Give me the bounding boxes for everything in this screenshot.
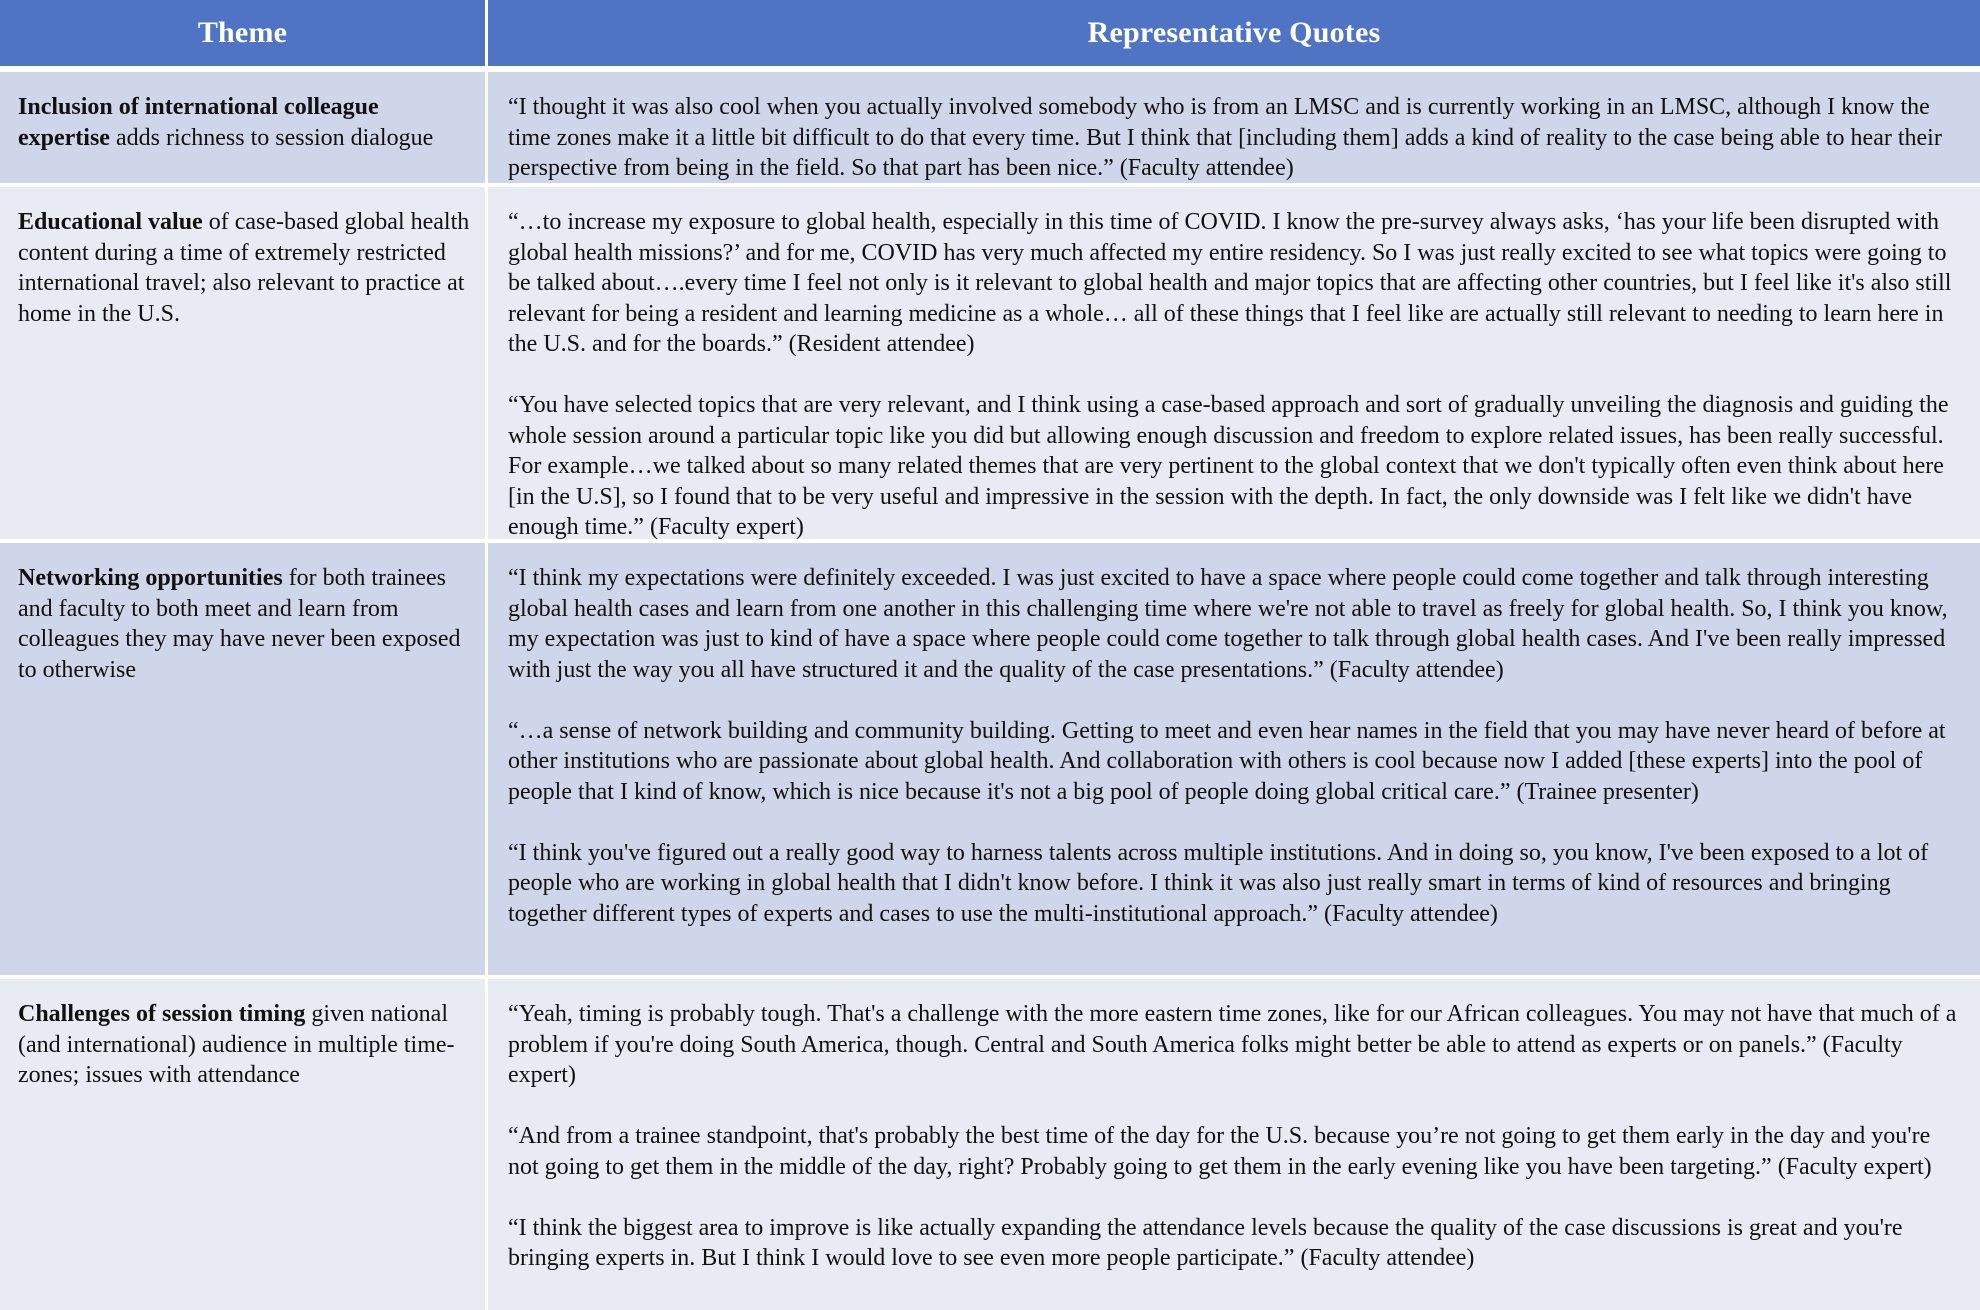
- quote: “…a sense of network building and community building. Getting to meet and even hear names in the field that you may have never heard of before at other institutions who are passionate about global health. And collaboration with others is cool because now I added [these experts] into the pool of people that I kind of know, which is nice because it's not a big pool of people doing global critical care.” (Trainee presenter): [508, 717, 1946, 805]
- quotes-cell: [488, 979, 1980, 1310]
- quote: “I think the biggest area to improve is like actually expanding the attendance levels because the quality of the case discussions is great and you're bringing experts in. But I think I would love to see even more people participate.” (Faculty attendee): [508, 1214, 1903, 1271]
- quotes-cell: [488, 187, 1980, 543]
- theme-description: for both trainees and faculty to both meet and learn from colleagues they may have never been exposed to otherwise: [18, 565, 461, 683]
- theme-title: Networking opportunities: [18, 565, 283, 591]
- theme-title: Challenges of session timing: [18, 1001, 306, 1027]
- theme-title: Inclusion of international colleague expertise: [18, 94, 379, 151]
- quote: “…to increase my exposure to global health, especially in this time of COVID. I know the pre-survey always asks, ‘has your life been disrupted with global health missions?’ and for me, COVID has very much affected my entire residency. So I was just really excited to see what topics were going to be talked about….every time I feel not only is it relevant to global health and major topics that are affecting other countries, but I feel like it's also still relevant for being a resident and learning medicine as a whole… all of these things that I feel like are actually still relevant to needing to learn here in the U.S. and for the boards.” (Resident attendee): [508, 209, 1952, 357]
- theme-cell: [0, 543, 488, 979]
- theme-cell: [0, 72, 488, 187]
- theme-title: Educational value: [18, 209, 203, 235]
- quote: “And from a trainee standpoint, that's probably the best time of the day for the U.S. because you’re not going to get them early in the day and you're not going to get them in the middle of the day, right? Probably going to get them in the early evening like you have been targeting.” (Faculty expert): [508, 1123, 1932, 1180]
- header-representative-quotes: Representative Quotes: [488, 0, 1980, 72]
- quote: “You have selected topics that are very relevant, and I think using a case-based approach and sort of gradually unveiling the diagnosis and guiding the whole session around a particular topic like you did but allowing enough discussion and freedom to explore related issues, has been really successful. For example…we talked about so many related themes that are very pertinent to the global context that we don't typically often even think about here [in the U.S], so I found that to be very useful and impressive in the session with the depth. In fact, the only downside was I felt like we didn't have enough time.” (Faculty expert): [508, 392, 1949, 540]
- quote: “I thought it was also cool when you actually involved somebody who is from an LMSC and is currently working in an LMSC, although I know the time zones make it a little bit difficult to do that every time. But I think that [including them] adds a kind of reality to the case being able to hear their perspective from being in the field. So that part has been nice.” (Faculty attendee): [508, 94, 1942, 181]
- quote: “I think my expectations were definitely exceeded. I was just excited to have a space where people could come together and talk through interesting global health cases and learn from one another in this challenging time where we're not able to travel as freely for global health. So, I think you know, my expectation was just to kind of have a space where people could come together to talk through global health cases. And I've been really impressed with just the way you all have structured it and the quality of the case presentations.” (Faculty attendee): [508, 565, 1948, 683]
- theme-description: given national (and international) audience in multiple time-zones; issues with attendance: [18, 1001, 455, 1088]
- theme-description: of case-based global health content during a time of extremely restricted international travel; also relevant to practice at home in the U.S.: [18, 209, 470, 327]
- quotes-cell: [488, 72, 1980, 187]
- theme-cell: [0, 979, 488, 1310]
- theme-cell: [0, 187, 488, 543]
- quote: “Yeah, timing is probably tough. That's a challenge with the more eastern time zones, like for our African colleagues. You may not have that much of a problem if you're doing South America, though. Central and South America folks might better be able to attend as experts or on panels.” (Faculty expert): [508, 1001, 1957, 1088]
- quotes-cell: [488, 543, 1980, 979]
- theme-description: adds richness to session dialogue: [109, 124, 434, 151]
- header-theme: Theme: [0, 0, 488, 72]
- quote: “I think you've figured out a really good way to harness talents across multiple institutions. And in doing so, you know, I've been exposed to a lot of people who are working in global health that I didn't know before. I think it was also just really smart in terms of kind of resources and bringing together different types of experts and cases to use the multi-institutional approach.” (Faculty attendee): [508, 839, 1929, 927]
